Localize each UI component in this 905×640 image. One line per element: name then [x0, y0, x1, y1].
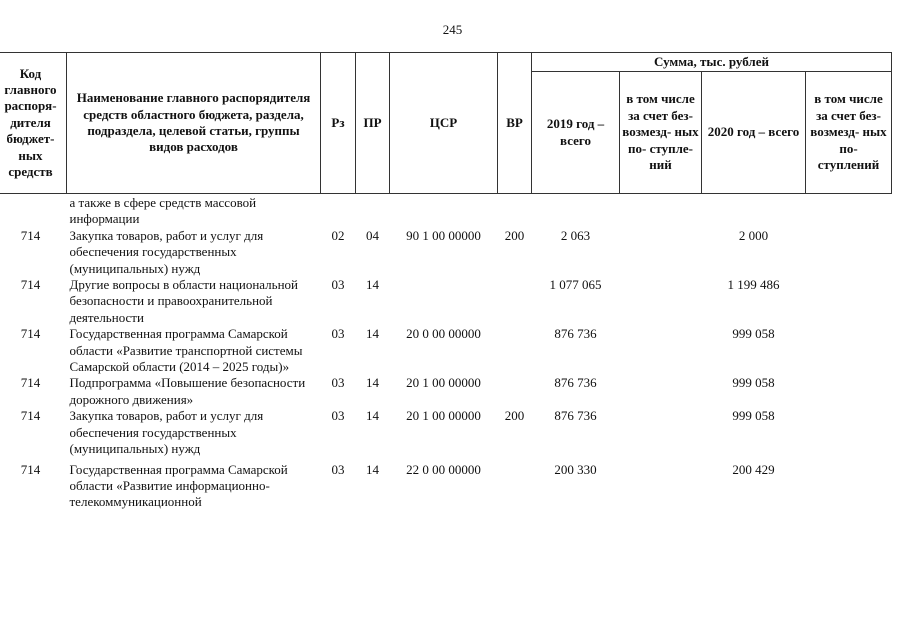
header-name: Наименование главного распорядителя средств областного бюджета, раздела, подраздела, целевой статьи, группы видов расходов — [67, 53, 321, 194]
table-row — [0, 277, 892, 326]
cell-2020-including — [806, 194, 892, 228]
cell-kod: 714 — [20, 326, 41, 342]
cell-2019-including — [620, 408, 702, 457]
cell-pr: 14 — [366, 326, 379, 342]
cell-2019-including — [620, 326, 702, 375]
table-row — [0, 375, 892, 408]
cell-pr — [356, 194, 390, 228]
cell-csr: 22 0 00 00000 — [406, 461, 481, 477]
cell-2020-including — [806, 326, 892, 375]
table-row — [0, 408, 892, 457]
budget-table — [0, 52, 892, 511]
cell-vr — [498, 458, 532, 511]
table-row — [0, 228, 892, 277]
cell-rz: 03 — [331, 408, 345, 424]
header-rz: Рз — [321, 53, 356, 194]
cell-2020-including — [806, 277, 892, 326]
cell-2019-including — [620, 277, 702, 326]
header-2019-total: 2019 год – всего — [532, 72, 620, 194]
cell-2020-total: 999 058 — [732, 326, 775, 342]
cell-kod — [0, 194, 67, 228]
cell-csr: 20 0 00 00000 — [406, 326, 481, 342]
cell-2019-total: 2 063 — [560, 227, 591, 243]
header-summa: Сумма, тыс. рублей — [532, 53, 892, 72]
cell-2019-total: 876 736 — [554, 408, 597, 424]
cell-csr: 20 1 00 00000 — [406, 408, 481, 424]
cell-vr — [498, 326, 532, 375]
cell-2020-total — [702, 194, 806, 228]
cell-pr: 04 — [366, 227, 379, 243]
cell-vr — [498, 194, 532, 228]
cell-csr: 90 1 00 00000 — [406, 227, 481, 243]
cell-name: Закупка товаров, работ и услуг для обеспечения государственных (муниципальных) нужд — [69, 227, 264, 276]
cell-2019-total: 876 736 — [554, 326, 597, 342]
header-vr: ВР — [498, 53, 532, 194]
cell-2020-including — [806, 408, 892, 457]
cell-2019-total — [532, 194, 620, 228]
cell-vr: 200 — [504, 408, 525, 424]
cell-2020-total: 1 199 486 — [727, 277, 780, 293]
cell-vr — [498, 375, 532, 408]
header-2020-including: в том числе за счет без- возмезд- ных по- ступлений — [806, 72, 892, 194]
cell-2019-total: 876 736 — [554, 375, 597, 391]
table-row — [0, 326, 892, 375]
cell-rz — [321, 194, 356, 228]
cell-2020-including — [806, 228, 892, 277]
header-pr: ПР — [356, 53, 390, 194]
table-row — [0, 458, 892, 511]
cell-kod: 714 — [20, 375, 41, 391]
cell-name: Государственная программа Самарской области «Развитие информационно-телекоммуникационной — [69, 461, 288, 510]
cell-kod: 714 — [20, 277, 41, 293]
cell-pr: 14 — [366, 408, 379, 424]
cell-name: Другие вопросы в области национальной безопасности и правоохранительной деятельности — [69, 277, 298, 325]
cell-2019-total: 200 330 — [554, 461, 597, 477]
cell-rz: 02 — [331, 227, 345, 243]
page-number: 245 — [442, 22, 463, 37]
cell-2020-total: 200 429 — [732, 461, 775, 477]
cell-name: Закупка товаров, работ и услуг для обеспечения государственных (муниципальных) нужд — [69, 408, 264, 457]
cell-pr: 14 — [366, 461, 379, 477]
cell-2020-total: 999 058 — [732, 408, 775, 424]
cell-kod: 714 — [20, 461, 41, 477]
cell-kod: 714 — [20, 227, 41, 243]
cell-csr — [390, 194, 498, 228]
cell-2019-including — [620, 375, 702, 408]
cell-rz: 03 — [331, 375, 345, 391]
cell-2019-total: 1 077 065 — [549, 277, 602, 293]
cell-rz: 03 — [331, 326, 345, 342]
header-2020-total: 2020 год – всего — [702, 72, 806, 194]
header-kod: Код главного распоря- дителя бюджет- ных средств — [0, 53, 67, 194]
cell-2019-including — [620, 194, 702, 228]
cell-pr: 14 — [366, 277, 379, 293]
cell-pr: 14 — [366, 375, 379, 391]
cell-rz: 03 — [331, 461, 345, 477]
cell-name: а также в сфере средств массовой информации — [69, 195, 257, 227]
cell-2019-including — [620, 458, 702, 511]
cell-2020-including — [806, 375, 892, 408]
cell-vr: 200 — [504, 227, 525, 243]
cell-vr — [498, 277, 532, 326]
header-2019-including: в том числе за счет без- возмезд- ных по- ступле- ний — [620, 72, 702, 194]
header-csr: ЦСР — [390, 53, 498, 194]
cell-csr: 20 1 00 00000 — [406, 375, 481, 391]
cell-2019-including — [620, 228, 702, 277]
cell-2020-total: 2 000 — [738, 227, 769, 243]
cell-2020-including — [806, 458, 892, 511]
cell-csr — [390, 277, 498, 326]
table-row — [0, 194, 892, 228]
cell-rz: 03 — [331, 277, 345, 293]
cell-name: Подпрограмма «Повышение безопасности дорожного движения» — [69, 375, 306, 407]
cell-2020-total: 999 058 — [732, 375, 775, 391]
cell-kod: 714 — [20, 408, 41, 424]
cell-name: Государственная программа Самарской области «Развитие транспортной системы Самарской области (2014 – 2025 годы)» — [69, 326, 303, 375]
